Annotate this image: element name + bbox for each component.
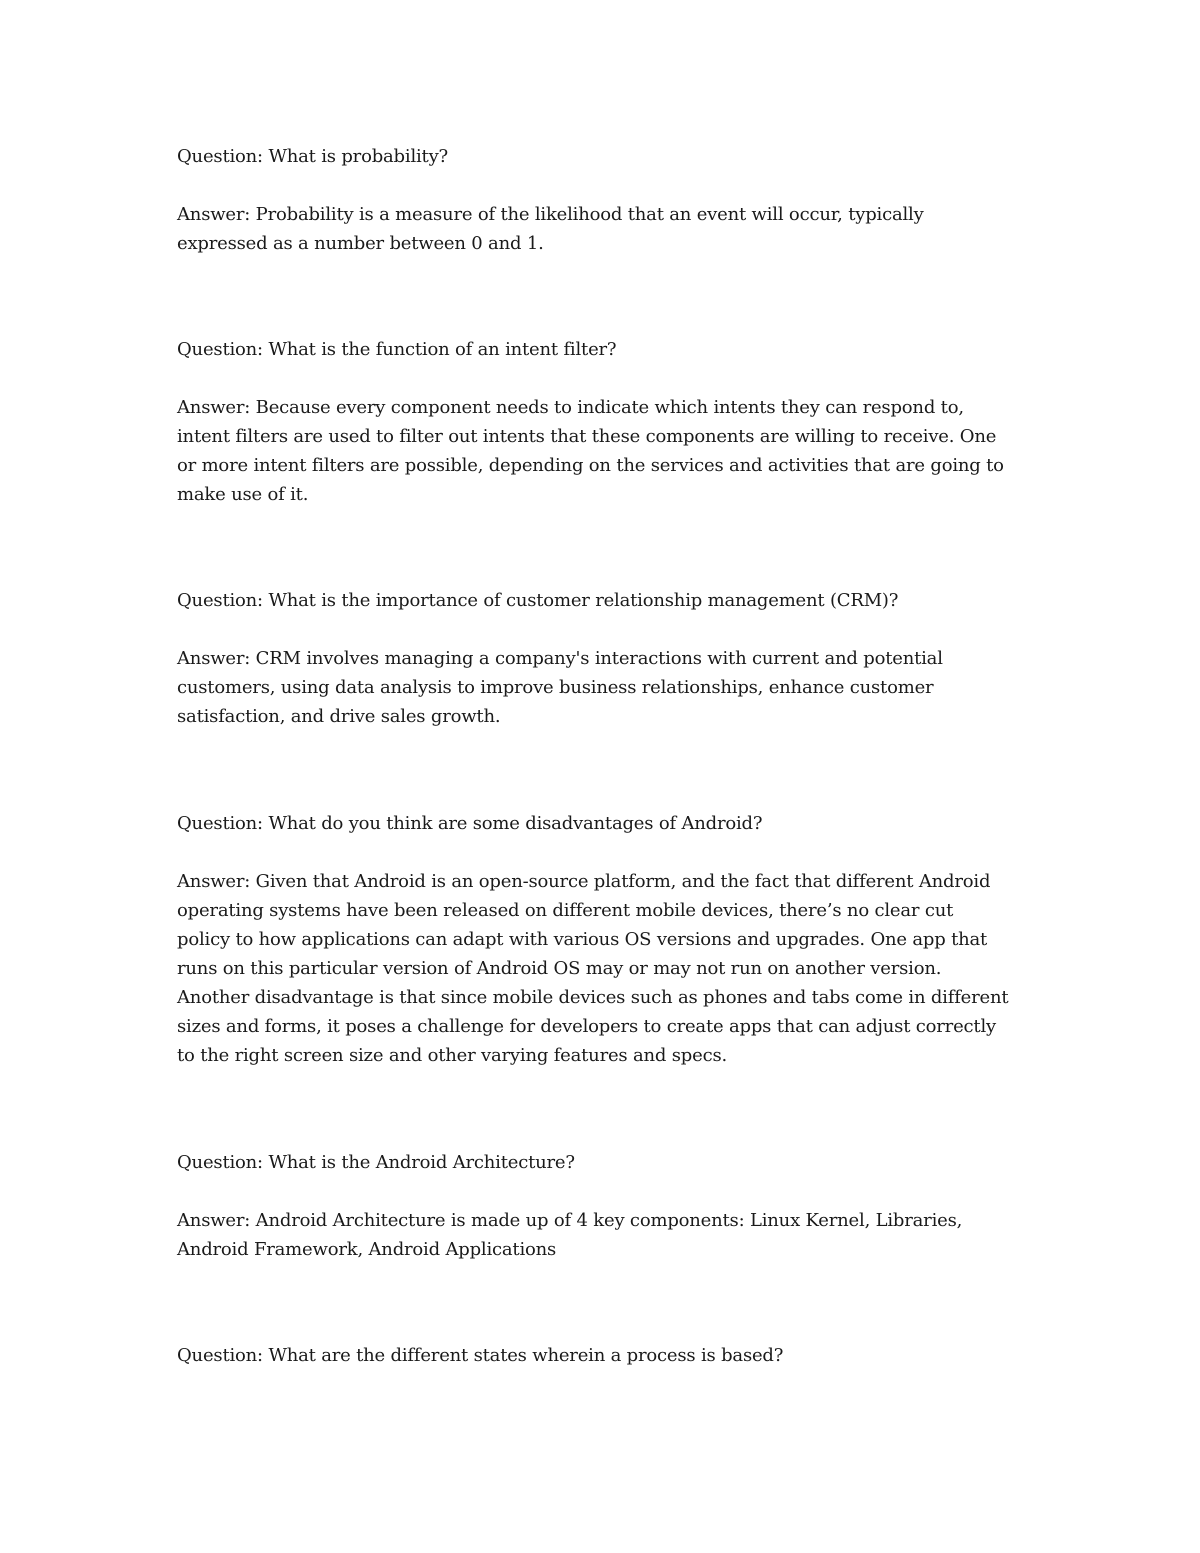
answer-block: [177, 200, 1037, 258]
answer-line: policy to how applications can adapt with various OS versions and upgrades. One app that: [177, 929, 988, 950]
answer-line: customers, using data analysis to improve business relationships, enhance customer: [177, 677, 934, 698]
question-text: Question: What do you think are some disadvantages of Android?: [177, 813, 763, 834]
answer-block: [177, 644, 1037, 731]
question-text: Question: What is the function of an intent filter?: [177, 339, 617, 360]
answer-block: [177, 1206, 1037, 1264]
answer-line: satisfaction, and drive sales growth.: [177, 706, 501, 727]
answer-line: Android Framework, Android Applications: [177, 1239, 557, 1260]
question-text: Question: What are the different states wherein a process is based?: [177, 1345, 784, 1366]
qa-item: [177, 335, 1037, 364]
qa-item: [177, 586, 1037, 615]
answer-line: Answer: Because every component needs to indicate which intents they can respond to,: [177, 397, 964, 418]
qa-item: [177, 1148, 1037, 1177]
qa-item: [177, 1341, 1037, 1370]
answer-block: [177, 867, 1037, 1070]
question-text: Question: What is the importance of customer relationship management (CRM)?: [177, 590, 899, 611]
answer-line: make use of it.: [177, 484, 309, 505]
question-text: Question: What is the Android Architecture?: [177, 1152, 575, 1173]
answer-line: Answer: CRM involves managing a company's interactions with current and potential: [177, 648, 943, 669]
answer-line: intent filters are used to filter out intents that these components are willing to receive. One: [177, 426, 997, 447]
answer-line: Another disadvantage is that since mobile devices such as phones and tabs come in different: [177, 987, 1009, 1008]
qa-item: [177, 142, 1037, 171]
answer-line: to the right screen size and other varying features and specs.: [177, 1045, 728, 1066]
answer-line: sizes and forms, it poses a challenge for developers to create apps that can adjust correctly: [177, 1016, 996, 1037]
answer-line: Answer: Given that Android is an open-source platform, and the fact that different Android: [177, 871, 991, 892]
answer-line: expressed as a number between 0 and 1.: [177, 233, 544, 254]
answer-line: or more intent filters are possible, depending on the services and activities that are going to: [177, 455, 1004, 476]
answer-line: Answer: Probability is a measure of the likelihood that an event will occur, typically: [177, 204, 924, 225]
question-text: Question: What is probability?: [177, 146, 449, 167]
answer-line: Answer: Android Architecture is made up of 4 key components: Linux Kernel, Libraries,: [177, 1210, 963, 1231]
answer-line: operating systems have been released on different mobile devices, there’s no clear cut: [177, 900, 954, 921]
qa-item: [177, 809, 1037, 838]
answer-block: [177, 393, 1037, 509]
answer-line: runs on this particular version of Android OS may or may not run on another version.: [177, 958, 942, 979]
